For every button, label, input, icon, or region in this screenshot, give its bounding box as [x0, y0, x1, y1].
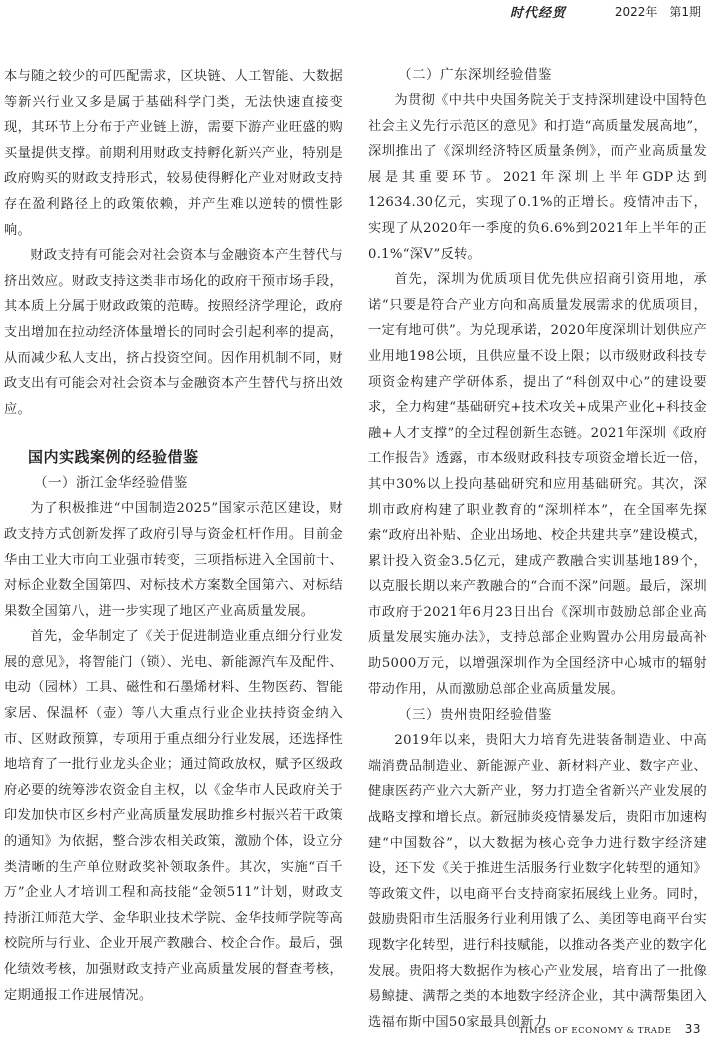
page-footer: [519, 1022, 701, 1036]
paragraph: 本与随之较少的可匹配需求，区块链、人工智能、大数据等新兴行业又多是属于基础科学门类，无法快速直接变现，其环节上分布于产业链上游，需要下游产业旺盛的购买量提供支撑。前期利用财政支持孵化新兴产业，特别是政府购买的财政支持形式，较易使得孵化产业对财政支持存在盈利路径上的政策依赖，并产生难以逆转的惯性影响。: [4, 69, 343, 238]
paragraph: 首先，金华制定了《关于促进制造业重点细分行业发展的意见》，将智能门（锁）、光电、新能源汽车及配件、电动（园林）工具、磁性和石墨烯材料、生物医药、智能家居、保温杯（壶）等八大重点行业企业扶持资金纳入市、区财政预算，专项用于重点细分行业发展，还选择性地培育了一批行业龙头企业；通过简政放权，赋予区级政府必要的统筹涉农资金自主权，以《金华市人民政府关于印发加快市区乡村产业高质量发展助推乡村振兴若干政策的通知》为依据，整合涉农相关政策，激励个体，设立分类清晰的生产单位财政奖补领取条件。其次，实施“百千万”企业人才培训工程和高技能“金领511”计划，财政支持浙江师范大学、金华职业技术学院、金华技师学院等高校院所与行业、企业开展产教融合、校企合作。最后，强化绩效考核，加强财政支持产业高质量发展的督查考核，定期通报工作进展情况。: [4, 629, 343, 1003]
paragraph: 为了积极推进“中国制造2025”国家示范区建设，财政支持方式创新发挥了政府引导与资金杠杆作用。目前金华由工业大市向工业强市转变，三项指标进入全国前十、对标企业数全国第四、对标技术方案数全国第六、对标结果数全国第八，进一步实现了地区产业高质量发展。: [4, 501, 343, 619]
journal-brand: 时代经贸: [509, 6, 566, 21]
right-column: [368, 62, 707, 1035]
subsection-heading-guiyang: （三）贵州贵阳经验借鉴: [398, 707, 552, 724]
left-column: [4, 64, 343, 1008]
subsection-heading-jinhua: （一）浙江金华经验借鉴: [34, 475, 188, 492]
paragraph: 财政支持有可能会对社会资本与金融资本产生替代与挤出效应。财政支持这类非市场化的政府干预市场手段，其本质上分属于财政政策的范畴。按照经济学理论，政府支出增加在拉动经济体量增长的同时会引起利率的提高，从而减少私人支出，挤占投资空间。因作用机制不同，财政支出有可能会对社会资本与金融资本产生替代与挤出效应。: [4, 248, 343, 417]
paragraph: 为贯彻《中共中央国务院关于支持深圳建设中国特色社会主义先行示范区的意见》和打造“高质量发展高地”，深圳推出了《深圳经济特区质量条例》，而产业高质量发展是其重要环节。2021年深圳上半年GDP达到12634.30亿元，实现了0.1%的正增长。疫情冲击下，实现了从2020年一季度的负6.6%到2021年上半年的正0.1%“深V”反转。: [368, 93, 707, 262]
journal-name: TIMES OF ECONOMY & TRADE: [518, 1026, 672, 1036]
subsection-heading-shenzhen: （二）广东深圳经验借鉴: [398, 67, 552, 83]
paragraph: 2019年以来，贵阳大力培育先进装备制造业、中高端消费品制造业、新能源产业、新材料产业、数字产业、健康医药产业六大新产业，努力打造全省新兴产业发展的战略支撑和增长点。新冠肺炎疫情暴发后，贵阳市加速构建“中国数谷”，以大数据为核心竞争力进行数字经济建设，还下发《关于推进生活服务行业数字化转型的通知》等政策文件，以电商平台支持商家拓展线上业务。同时，鼓励贵阳市生活服务行业利用饿了么、美团等电商平台实现数字化转型，进行科技赋能，以推动各类产业的数字化发展。贵阳将大数据作为核心产业发展，培育出了一批像易鲸捷、满帮之类的本地数字经济企业，其中满帮集团入选福布斯中国50家最具创新力: [368, 733, 707, 1030]
page-header: [0, 0, 709, 24]
page-number: 33: [684, 1022, 701, 1036]
paragraph: 首先，深圳为优质项目优先供应招商引资用地，承诺“只要是符合产业方向和高质量发展需求的优质项目，一定有地可供”。为兑现承诺，2020年度深圳计划供应产业用地198公顷，且供应量不设上限；以市级财政科技专项资金构建产学研体系，提出了“科创双中心”的建设要求，全力构建“基础研究+技术攻关+成果产业化+科技金融+人才支撑”的全过程创新生态链。2021年深圳《政府工作报告》透露，市本级财政科技专项资金增长近一倍，其中30%以上投向基础研究和应用基础研究。其次，深圳市政府构建了职业教育的“深圳样本”，在全国率先探索“政府出补贴、企业出场地、校企共建共享”建设模式，累计投入资金3.5亿元，建成产教融合实训基地189个，以克服长期以来产教融合的“合而不深”问题。最后，深圳市政府于2021年6月23日出台《深圳市鼓励总部企业高质量发展实施办法》，支持总部企业购置办公用房最高补助5000万元，以增强深圳作为全国经济中心城市的辐射带动作用，从而激励总部企业高质量发展。: [368, 272, 707, 697]
section-heading: 国内实践案例的经验借鉴: [28, 448, 199, 467]
issue-label: 2022年 第1期: [614, 5, 701, 19]
